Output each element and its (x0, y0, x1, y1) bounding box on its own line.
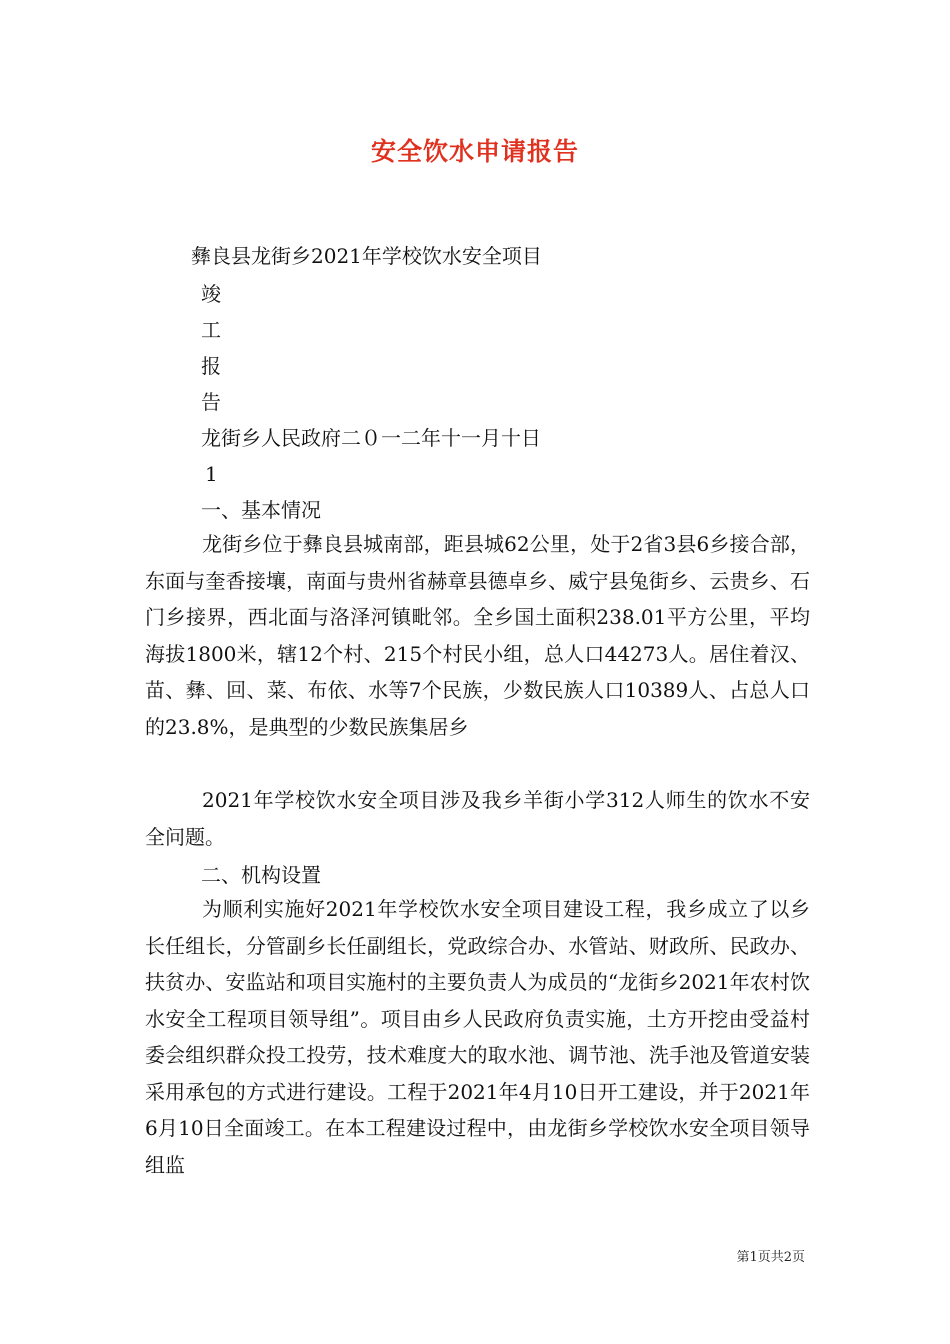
project-line: 彝良县龙街乡2021年学校饮水安全项目 (191, 244, 542, 268)
section1-paragraph-1: 龙街乡位于彝良县城南部，距县城62公里，处于2省3县6乡接合部，东面与奎香接壤，南面与贵州省赫章县德卓乡、威宁县兔街乡、云贵乡、石门乡接界，西北面与洛泽河镇毗邻。全乡国土面积238.01平方公里，平均海拔1800米，辖12个村、215个村民小组，总人口44273人。居住着汉、苗、彝、回、菜、布依、水等7个民族，少数民族人口10389人、占总人口的23.8%，是典型的少数民族集居乡 (145, 532, 810, 739)
page-marker: 1 (205, 462, 218, 486)
section2-paragraph-1: 为顺利实施好2021年学校饮水安全项目建设工程，我乡成立了以乡长任组长，分管副乡长任副组长，党政综合办、水管站、财政所、民政办、扶贫办、安监站和项目实施村的主要负责人为成员的“龙街乡2021年农村饮水安全工程项目领导组”。项目由乡人民政府负责实施，土方开挖由受益村委会组织群众投工投劳，技术难度大的取水池、调节池、洗手池及管道安装采用承包的方式进行建设。工程于2021年4月10日开工建设，并于2021年6月10日全面竣工。在本工程建设过程中，由龙街乡学校饮水安全项目领导组监 (145, 897, 810, 1177)
vertical-char-4: 告 (201, 390, 221, 414)
section2-heading: 二、机构设置 (201, 863, 321, 887)
section1-paragraph-2: 2021年学校饮水安全项目涉及我乡羊街小学312人师生的饮水不安全问题。 (145, 788, 810, 849)
vertical-char-3: 报 (201, 354, 221, 378)
vertical-char-2: 工 (201, 318, 221, 342)
section1-heading: 一、基本情况 (201, 498, 321, 522)
vertical-char-1: 竣 (201, 282, 221, 306)
issuer-date: 龙街乡人民政府二０一二年十一月十日 (201, 426, 541, 450)
page-footer: 第1页共2页 (736, 1250, 805, 1265)
document-title: 安全饮水申请报告 (370, 137, 579, 166)
